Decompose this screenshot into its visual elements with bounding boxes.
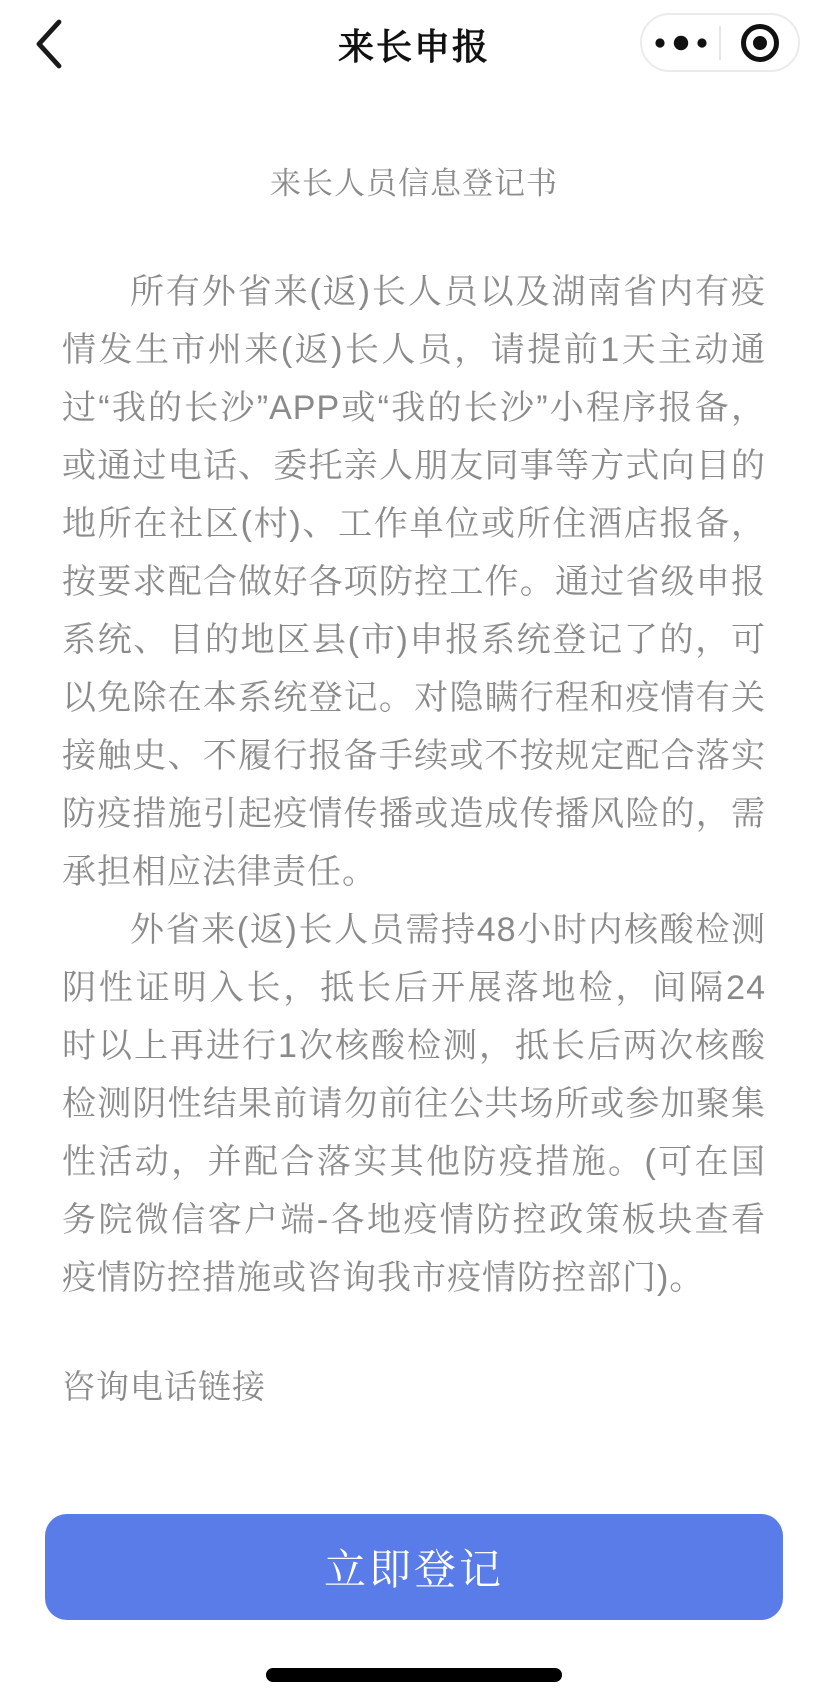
back-button[interactable]	[24, 16, 72, 72]
page-title: 来长申报	[337, 25, 490, 67]
more-button[interactable]	[642, 15, 719, 70]
target-circle-icon	[738, 21, 782, 65]
document-body	[62, 263, 766, 1307]
wechat-capsule	[640, 13, 800, 72]
paragraph-test-requirement: 外省来(返)长人员需持48小时内核酸检测阴性证明入长，抵长后开展落地检，间隔24时以上再进行1次核酸检测，抵长后两次核酸检测阴性结果前请勿前往公共场所或参加聚集性活动，并配合落实其他防疫措施。(可在国务院微信客户端-各地疫情防控政策板块查看疫情防控措施或咨询我市疫情防控部门)。	[62, 911, 766, 1297]
chevron-left-icon	[31, 18, 65, 70]
home-indicator-bar[interactable]	[266, 1668, 562, 1682]
document-title: 来长人员信息登记书	[270, 166, 558, 201]
register-now-button[interactable]: 立即登记	[45, 1514, 783, 1620]
document-content	[0, 158, 828, 1307]
minimize-button[interactable]	[721, 15, 798, 70]
phone-consult-link[interactable]: 咨询电话链接	[62, 1368, 266, 1405]
navbar	[0, 0, 828, 88]
paragraph-report-requirement: 所有外省来(返)长人员以及湖南省内有疫情发生市州来(返)长人员，请提前1天主动通过“我的长沙”APP或“我的长沙”小程序报备，或通过电话、委托亲人朋友同事等方式向目的地所在社区(村)、工作单位或所住酒店报备，按要求配合做好各项防控工作。通过省级申报系统、目的地区县(市)申报系统登记了的，可以免除在本系统登记。对隐瞒行程和疫情有关接触史、不履行报备手续或不按规定配合落实防疫措施引起疫情传播或造成传播风险的，需承担相应法律责任。	[62, 273, 766, 891]
ellipsis-dots-icon	[650, 33, 712, 53]
